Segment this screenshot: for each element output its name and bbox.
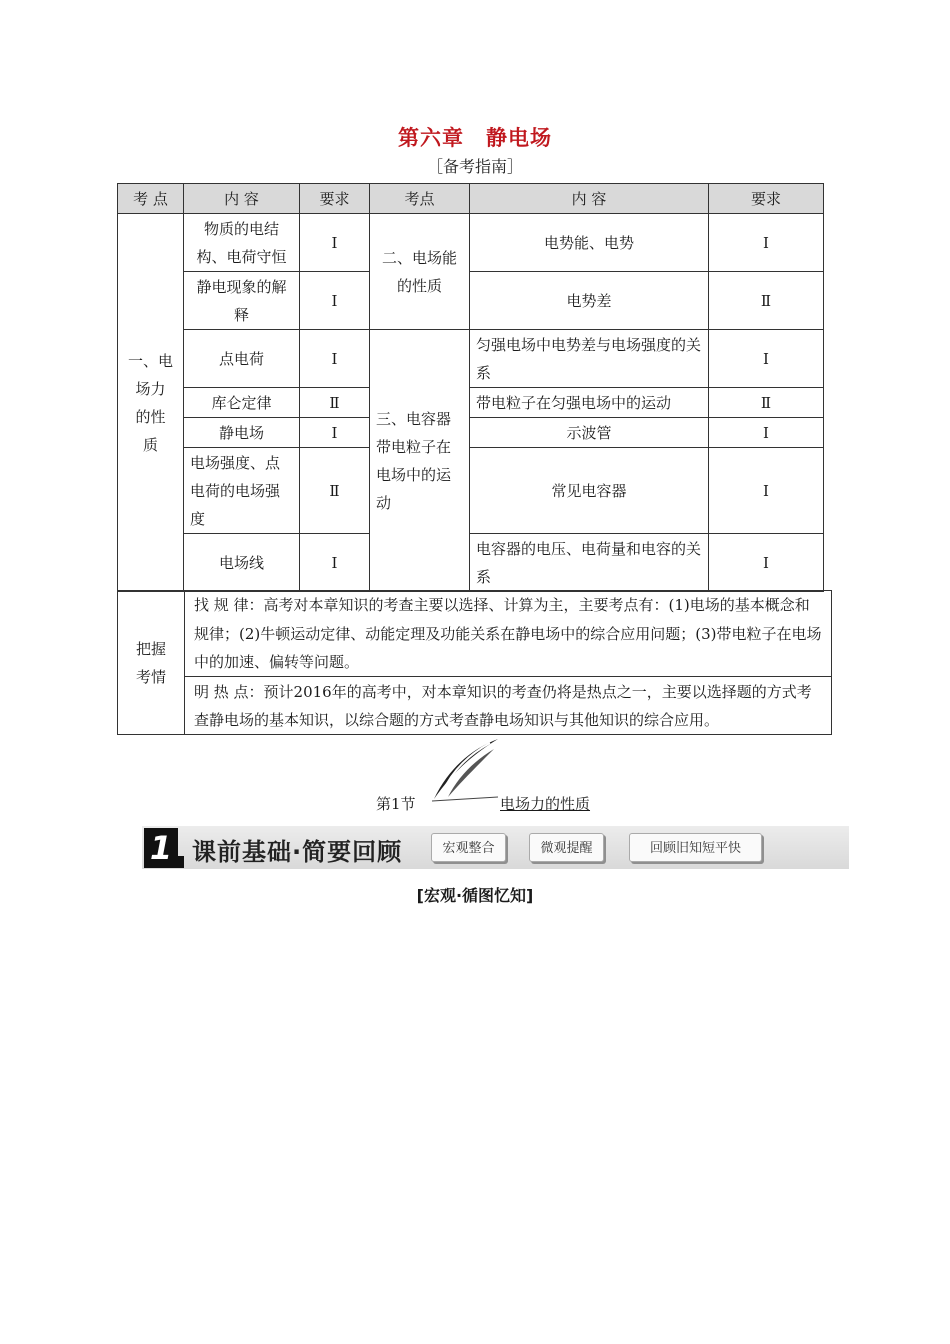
table-row xyxy=(118,214,824,272)
content-cell: 电场线 xyxy=(184,534,300,592)
content-cell: 电势能、电势 xyxy=(470,214,709,272)
section-title: 电场力的性质 xyxy=(500,795,591,813)
summary-rule: 找 规 律：高考对本章知识的考查主要以选择、计算为主，主要考点有：(1)电场的基本概念和规律；(2)牛顿运动定律、动能定理及功能关系在静电场中的综合应用问题；(3)带电粒子在电场中的加速、偏转等问题。 xyxy=(185,591,831,677)
table-row xyxy=(118,272,824,330)
guide-label: ［备考指南］ xyxy=(426,157,523,176)
header-cell: 要求 xyxy=(709,184,824,214)
table-row xyxy=(118,330,824,378)
level-cell: Ⅰ xyxy=(709,448,824,534)
level-cell: Ⅰ xyxy=(300,418,370,448)
topic-electric-force: 一、电 场力 的性 质 xyxy=(118,214,184,592)
level-cell: Ⅰ xyxy=(300,534,370,592)
chapter-title: 第六章 静电场 xyxy=(398,125,552,150)
level-cell: Ⅱ xyxy=(709,272,824,330)
review-button[interactable]: 回顾旧知短平快 xyxy=(629,833,762,862)
level-cell: Ⅰ xyxy=(300,214,370,272)
level-cell: Ⅰ xyxy=(709,534,824,592)
level-cell: Ⅰ xyxy=(709,330,824,388)
table-row xyxy=(118,418,824,448)
topic-capacitor: 三、电容器带电粒子在电场中的运动 xyxy=(370,330,470,592)
header-cell: 考 点 xyxy=(118,184,184,214)
content-cell: 物质的电结构、电荷守恒 xyxy=(184,214,300,272)
level-cell: Ⅰ xyxy=(300,272,370,330)
content-cell: 静电场 xyxy=(184,418,300,448)
level-cell: Ⅰ xyxy=(709,418,824,448)
header-cell: 考点 xyxy=(370,184,470,214)
summary-hotspot: 明 热 点：预计2016年的高考中，对本章知识的考查仍将是热点之一，主要以选择题的方式考查静电场的基本知识，以综合题的方式考查静电场知识与其他知识的综合应用。 xyxy=(194,683,812,729)
table-header-row xyxy=(118,184,824,214)
header-cell: 内 容 xyxy=(184,184,300,214)
level-cell: Ⅱ xyxy=(300,448,370,534)
content-cell: 电容器的电压、电荷量和电容的关系 xyxy=(470,534,709,592)
content-cell: 电场强度、点电荷的电场强度 xyxy=(184,448,300,534)
content-cell: 库仑定律 xyxy=(184,388,300,418)
table-row xyxy=(118,534,824,578)
banner-badge: 1 xyxy=(144,828,178,868)
level-cell: Ⅰ xyxy=(300,330,370,388)
subsection-heading: [宏观·循图忆知] xyxy=(416,886,534,905)
topic-electric-energy: 二、电场能的性质 xyxy=(370,214,470,330)
summary-label: 把握考情 xyxy=(118,591,185,734)
section-banner xyxy=(142,826,849,869)
macro-summary-button[interactable]: 宏观整合 xyxy=(431,833,506,862)
exam-summary xyxy=(117,590,832,735)
header-cell: 要求 xyxy=(300,184,370,214)
level-cell: Ⅱ xyxy=(709,388,824,418)
content-cell: 点电荷 xyxy=(184,330,300,388)
table-row xyxy=(118,448,824,534)
content-cell: 电势差 xyxy=(470,272,709,330)
level-cell: Ⅰ xyxy=(709,214,824,272)
banner-heading: 课前基础·简要回顾 xyxy=(192,838,403,866)
level-cell: Ⅱ xyxy=(300,388,370,418)
section-number: 第1节 xyxy=(376,795,416,813)
content-cell: 带电粒子在匀强电场中的运动 xyxy=(470,388,709,418)
content-cell: 示波管 xyxy=(470,418,709,448)
micro-reminder-button[interactable]: 微观提醒 xyxy=(529,833,604,862)
content-cell: 匀强电场中电势差与电场强度的关系 xyxy=(470,330,709,388)
feather-ornament-icon xyxy=(428,737,500,803)
content-cell: 常见电容器 xyxy=(470,448,709,534)
table-row xyxy=(118,388,824,418)
content-cell: 静电现象的解释 xyxy=(184,272,300,330)
header-cell: 内 容 xyxy=(470,184,709,214)
exam-guide-table xyxy=(117,183,824,592)
